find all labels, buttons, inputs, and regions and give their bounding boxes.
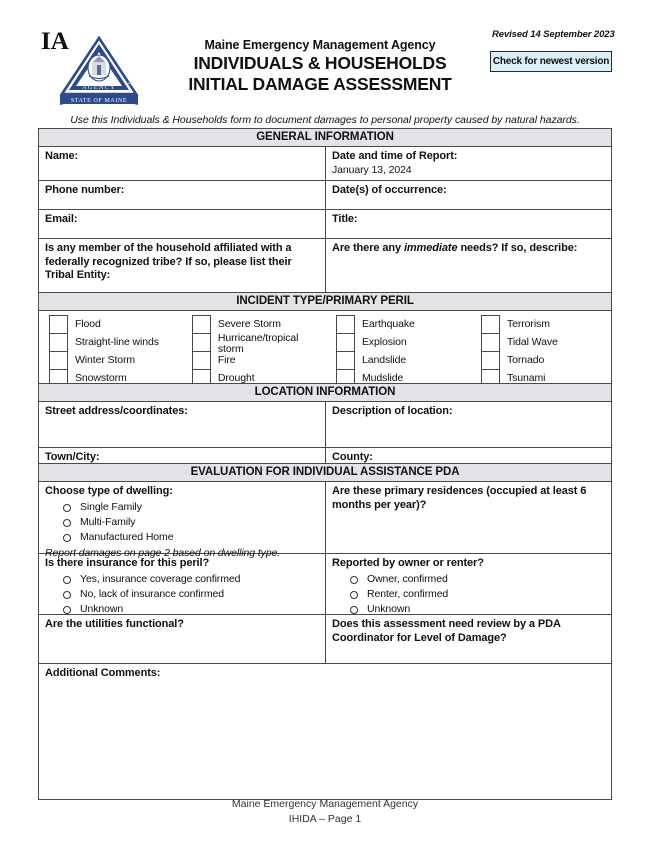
insurance-label: Is there insurance for this peril? xyxy=(45,557,210,569)
table-row xyxy=(39,615,611,664)
checkbox-stack-2 xyxy=(192,315,211,392)
incident-label: Tornado xyxy=(507,354,545,366)
checkbox-earthquake[interactable] xyxy=(337,316,354,334)
incident-label: Drought xyxy=(217,372,255,384)
form-title-line-1: INDIVIDUALS & HOUSEHOLDS xyxy=(193,53,447,73)
incident-label: Tidal Wave xyxy=(507,336,558,348)
reported-by-cell xyxy=(326,554,611,614)
incident-type-checkbox-grid xyxy=(39,311,611,392)
section-header-incident-type: INCIDENT TYPE/PRIMARY PERIL xyxy=(39,293,611,311)
immediate-needs-label-part2: needs? If so, describe: xyxy=(457,242,578,254)
radio-label: Renter, confirmed xyxy=(367,588,449,601)
incident-label: Flood xyxy=(75,318,101,330)
phone-number-label: Phone number: xyxy=(45,184,125,196)
radio-icon xyxy=(63,534,71,542)
dwelling-type-cell xyxy=(39,482,326,559)
radio-label: Unknown xyxy=(367,603,411,616)
reported-by-options xyxy=(332,573,606,618)
incident-column-2 xyxy=(181,311,326,392)
county-label: County: xyxy=(332,451,373,463)
additional-comments-cell[interactable] xyxy=(39,664,611,799)
radio-icon xyxy=(350,591,358,599)
document-title-block xyxy=(150,38,490,95)
radio-label: Multi-Family xyxy=(80,516,136,529)
form-title-line-2: INITIAL DAMAGE ASSESSMENT xyxy=(188,74,452,94)
radio-icon xyxy=(350,576,358,584)
agency-name: Maine Emergency Management Agency xyxy=(204,38,436,52)
radio-renter-confirmed[interactable] xyxy=(332,588,606,603)
radio-single-family[interactable] xyxy=(45,501,320,516)
incident-label: Fire xyxy=(217,354,236,366)
reported-by-label: Reported by owner or renter? xyxy=(332,557,484,569)
incident-label: Straight-line winds xyxy=(75,336,159,348)
checkbox-tidal-wave[interactable] xyxy=(482,334,499,352)
radio-icon xyxy=(63,591,71,599)
incident-labels-3 xyxy=(355,315,415,392)
name-field-cell[interactable] xyxy=(39,147,326,180)
incident-label: Winter Storm xyxy=(75,354,136,366)
phone-number-cell[interactable] xyxy=(39,181,326,209)
date-of-report-value: January 13, 2024 xyxy=(332,163,412,176)
description-of-location-cell[interactable] xyxy=(326,402,611,447)
immediate-needs-emphasis: immediate xyxy=(403,242,458,254)
checkbox-hurricane-tropical-storm[interactable] xyxy=(193,334,210,352)
street-address-cell[interactable] xyxy=(39,402,326,447)
immediate-needs-label-part1: Are there any xyxy=(332,242,404,254)
email-label: Email: xyxy=(45,213,78,225)
title-cell[interactable] xyxy=(326,210,611,238)
insurance-cell xyxy=(39,554,326,614)
incident-column-4 xyxy=(470,311,611,392)
description-of-location-label: Description of location: xyxy=(332,405,453,417)
street-address-label: Street address/coordinates: xyxy=(45,405,188,417)
incident-label: Tsunami xyxy=(507,372,546,384)
mema-seal-logo xyxy=(58,32,140,106)
radio-icon xyxy=(63,519,71,527)
radio-label: No, lack of insurance confirmed xyxy=(80,588,224,601)
assessment-form-table xyxy=(38,128,612,302)
checkbox-terrorism[interactable] xyxy=(482,316,499,334)
incident-label: Landslide xyxy=(362,354,407,366)
tribal-entity-label: Is any member of the household affiliated with a federally recognized tribe? If so, please list their Tribal Entity: xyxy=(45,242,292,281)
footer-agency-name: Maine Emergency Management Agency xyxy=(231,798,419,810)
checkbox-fire[interactable] xyxy=(193,352,210,370)
table-row xyxy=(39,402,611,448)
pda-review-label: Does this assessment need review by a PDA Coordinator for Level of Damage? xyxy=(332,618,561,644)
svg-text:EMERGENCY: EMERGENCY xyxy=(64,41,93,80)
table-row xyxy=(39,554,611,615)
radio-label: Yes, insurance coverage confirmed xyxy=(80,573,241,586)
radio-insurance-yes[interactable] xyxy=(45,573,320,588)
table-row xyxy=(39,147,611,181)
name-label: Name: xyxy=(45,150,79,162)
form-instruction-text: Use this Individuals & Households form to document damages to personal property caused by natural hazards. xyxy=(70,114,580,126)
table-row xyxy=(39,210,611,239)
radio-icon xyxy=(350,606,358,614)
radio-label: Single Family xyxy=(80,501,142,514)
svg-text:AGENCY: AGENCY xyxy=(82,84,116,91)
table-row xyxy=(39,181,611,210)
utilities-functional-cell[interactable] xyxy=(39,615,326,663)
section-header-location-information: LOCATION INFORMATION xyxy=(39,384,611,402)
checkbox-winter-storm[interactable] xyxy=(50,352,67,370)
document-footer xyxy=(0,797,650,827)
title-label: Title: xyxy=(332,213,358,225)
document-header xyxy=(0,0,650,112)
incident-label: Hurricane/tropical storm xyxy=(217,332,299,355)
checkbox-severe-storm[interactable] xyxy=(193,316,210,334)
primary-residence-cell[interactable] xyxy=(326,482,611,553)
section-header-general-information: GENERAL INFORMATION xyxy=(39,129,611,147)
checkbox-landslide[interactable] xyxy=(337,352,354,370)
radio-label: Manufactured Home xyxy=(80,531,174,544)
radio-label: Unknown xyxy=(80,603,124,616)
dwelling-type-options xyxy=(45,501,320,546)
incident-labels-1 xyxy=(68,315,159,392)
incident-labels-2 xyxy=(211,315,326,392)
dates-of-occurrence-cell[interactable] xyxy=(326,181,611,209)
checkbox-stack-4 xyxy=(481,315,500,392)
insurance-options xyxy=(45,573,320,618)
radio-icon xyxy=(63,576,71,584)
radio-icon xyxy=(63,606,71,614)
svg-text:STATE OF MAINE: STATE OF MAINE xyxy=(70,98,128,104)
incident-column-3 xyxy=(326,311,470,392)
incident-label: Explosion xyxy=(362,336,407,348)
incident-labels-4 xyxy=(500,315,558,392)
town-city-label: Town/City: xyxy=(45,451,100,463)
date-of-report-label: Date and time of Report: xyxy=(332,150,458,162)
checkbox-tornado[interactable] xyxy=(482,352,499,370)
radio-multi-family[interactable] xyxy=(45,516,320,531)
incident-label: Earthquake xyxy=(362,318,415,330)
utilities-functional-label: Are the utilities functional? xyxy=(45,618,184,630)
radio-icon xyxy=(63,504,71,512)
incident-column-1 xyxy=(39,311,181,392)
footer-page-number: IHIDA – Page 1 xyxy=(288,813,362,825)
radio-manufactured-home[interactable] xyxy=(45,531,320,546)
table-row xyxy=(39,482,611,559)
checkbox-stack-3 xyxy=(336,315,355,392)
incident-type-table xyxy=(38,292,612,393)
pda-review-cell[interactable] xyxy=(326,615,611,663)
incident-label: Terrorism xyxy=(507,318,550,330)
table-row xyxy=(39,664,611,799)
additional-comments-label: Additional Comments: xyxy=(45,667,161,679)
revision-date: Revised 14 September 2023 xyxy=(492,29,615,40)
incident-label: Snowstorm xyxy=(75,372,127,384)
incident-label: Severe Storm xyxy=(217,318,281,330)
ia-initials-mark: IA xyxy=(41,28,69,55)
svg-text:MANAGEMENT: MANAGEMENT xyxy=(104,41,134,87)
checkbox-explosion[interactable] xyxy=(337,334,354,352)
dwelling-type-label: Choose type of dwelling: xyxy=(45,485,173,497)
radio-owner-confirmed[interactable] xyxy=(332,573,606,588)
radio-insurance-no[interactable] xyxy=(45,588,320,603)
section-header-evaluation: EVALUATION FOR INDIVIDUAL ASSISTANCE PDA xyxy=(39,464,611,482)
dwelling-type-note: Report damages on page 2 based on dwelling type. xyxy=(45,546,281,559)
checkbox-straight-line-winds[interactable] xyxy=(50,334,67,352)
date-of-report-cell[interactable] xyxy=(326,147,611,180)
incident-label: Mudslide xyxy=(362,372,404,384)
email-cell[interactable] xyxy=(39,210,326,238)
primary-residence-label: Are these primary residences (occupied at least 6 months per year)? xyxy=(332,485,587,511)
check-for-newest-version-button[interactable]: Check for newest version xyxy=(490,51,612,72)
checkbox-stack-1 xyxy=(49,315,68,392)
radio-label: Owner, confirmed xyxy=(367,573,448,586)
evaluation-table xyxy=(38,463,612,800)
dates-of-occurrence-label: Date(s) of occurrence: xyxy=(332,184,447,196)
checkbox-flood[interactable] xyxy=(50,316,67,334)
